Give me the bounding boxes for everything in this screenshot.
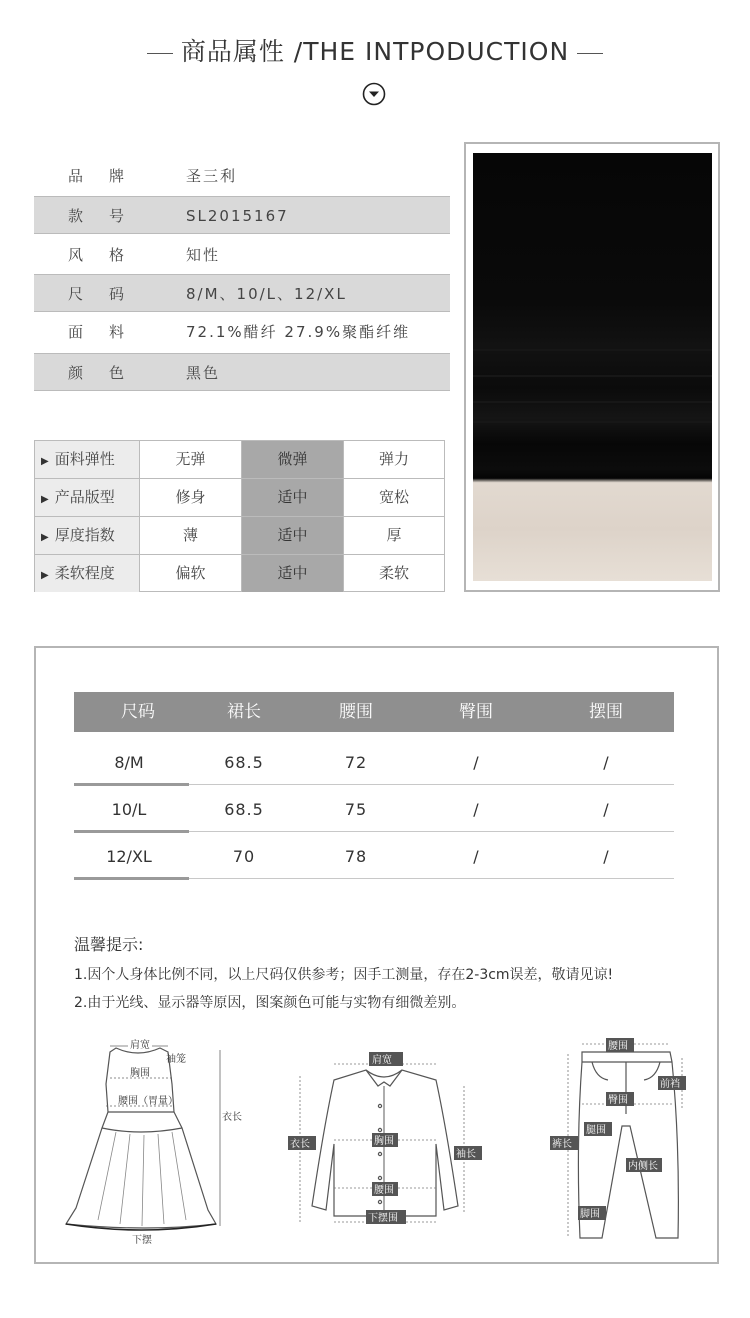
attribute-row [34,313,450,351]
scale-label [35,479,139,516]
scale-row [35,517,444,555]
attribute-key: 面料 [68,323,151,341]
scale-option: 无弹 [139,441,241,478]
triangle-right-icon: ▶ [41,456,49,467]
tips-title: 温馨提示: [74,935,144,954]
size-table-header [74,692,674,732]
header-hem: 摆围 [589,702,623,722]
length-cell: 70 [232,847,256,866]
pants-length-label: 裤长 [552,1139,572,1150]
hip-cell: / [473,847,479,866]
shirt-chest-label: 胸围 [374,1136,394,1147]
size-cell: 8/M [114,753,144,772]
attribute-key: 颜色 [68,364,151,382]
scale-option: 薄 [139,517,241,554]
size-row [74,795,674,825]
shirt-shoulder-label: 肩宽 [372,1055,392,1066]
scale-row [35,555,444,593]
hem-cell: / [603,800,609,819]
title-separator: / [293,37,304,66]
dress-length-label: 衣长 [222,1112,242,1123]
attribute-key: 款号 [68,207,151,225]
attribute-value: SL2015167 [186,207,289,225]
scale-label [35,555,139,592]
fabric-scale-table [34,440,445,592]
attribute-value: 8/M、10/L、12/XL [186,285,347,303]
dress-sleeve-label: 袖笼 [166,1054,186,1065]
hip-cell: / [473,753,479,772]
scale-label-text: 厚度指数 [54,526,115,544]
size-cell: 10/L [111,800,147,819]
scale-option: 宽松 [343,479,444,516]
waist-cell: 72 [344,753,368,772]
tip-line: 1.因个人身体比例不同，以上尺码仅供参考；因手工测量，存在2-3cm误差，敬请见谅! [74,967,614,983]
attribute-row [34,353,450,391]
pants-front-rise-label: 前裆 [660,1079,680,1090]
waist-cell: 75 [344,800,368,819]
length-cell: 68.5 [224,800,264,819]
shirt-measure-diagram [286,1046,486,1234]
pants-measure-diagram [546,1034,692,1246]
shirt-length-label: 衣长 [290,1139,310,1150]
dress-hem-label: 下摆 [132,1235,152,1246]
shirt-hem-label: 下摆围 [368,1213,398,1224]
title-en: THE INTPODUCTION [303,37,570,66]
scale-option: 柔软 [343,555,444,592]
pants-hip-label: 臀围 [608,1095,628,1106]
pants-foot-label: 脚围 [580,1209,600,1220]
attribute-row [34,157,450,195]
scale-option: 偏软 [139,555,241,592]
scale-row [35,441,444,479]
scale-option: 弹力 [343,441,444,478]
header-size: 尺码 [121,702,155,722]
scale-option: 修身 [139,479,241,516]
dress-measure-diagram [58,1040,242,1246]
section-title [0,32,750,68]
scale-label-text: 面料弹性 [54,450,115,468]
size-row [74,748,674,778]
header-skirt-length: 裙长 [227,702,261,722]
title-cn: 商品属性 [180,37,285,66]
triangle-right-icon: ▶ [41,532,49,543]
attribute-row [34,196,450,234]
title-dash-left [147,53,173,54]
title-dash-right [577,53,603,54]
scale-row [35,479,444,517]
size-row [74,842,674,872]
pants-waist-label: 腰围 [608,1041,628,1052]
attribute-key: 品牌 [68,167,151,185]
fabric-photo [473,153,712,581]
header-waist: 腰围 [339,702,373,722]
scale-option-selected: 适中 [241,479,343,516]
size-cell: 12/XL [106,847,152,866]
attribute-value: 黑色 [186,364,221,382]
pants-inseam-label: 内侧长 [628,1161,658,1172]
header-hip: 臀围 [459,702,493,722]
triangle-right-icon: ▶ [41,494,49,505]
dress-waist-label: 腰围（胃量） [118,1096,178,1107]
hip-cell: / [473,800,479,819]
hem-cell: / [603,753,609,772]
scale-label-text: 柔软程度 [54,564,115,582]
waist-cell: 78 [344,847,368,866]
attribute-key: 风格 [68,246,151,264]
pants-thigh-label: 腿围 [586,1125,606,1136]
attribute-value: 72.1%醋纤 27.9%聚酯纤维 [186,323,411,341]
shirt-sleeve-label: 袖长 [456,1149,476,1160]
attribute-row [34,236,450,274]
triangle-right-icon: ▶ [41,570,49,581]
scale-option: 厚 [343,517,444,554]
shirt-waist-label: 腰围 [374,1185,394,1196]
attribute-key: 尺码 [68,285,151,303]
scale-label [35,441,139,478]
dress-chest-label: 胸围 [130,1068,150,1079]
scale-label-text: 产品版型 [54,488,115,506]
attribute-value: 知性 [186,246,221,264]
dress-shoulder-label: 肩宽 [130,1040,150,1051]
tip-line: 2.由于光线、显示器等原因，图案颜色可能与实物有细微差别。 [74,995,466,1011]
scale-option-selected: 适中 [241,517,343,554]
hem-cell: / [603,847,609,866]
attribute-value: 圣三利 [186,167,238,185]
chevron-down-circle-icon [362,82,386,106]
scale-option-selected: 微弹 [241,441,343,478]
attribute-row [34,274,450,312]
length-cell: 68.5 [224,753,264,772]
scale-option-selected: 适中 [241,555,343,592]
scale-label [35,517,139,554]
